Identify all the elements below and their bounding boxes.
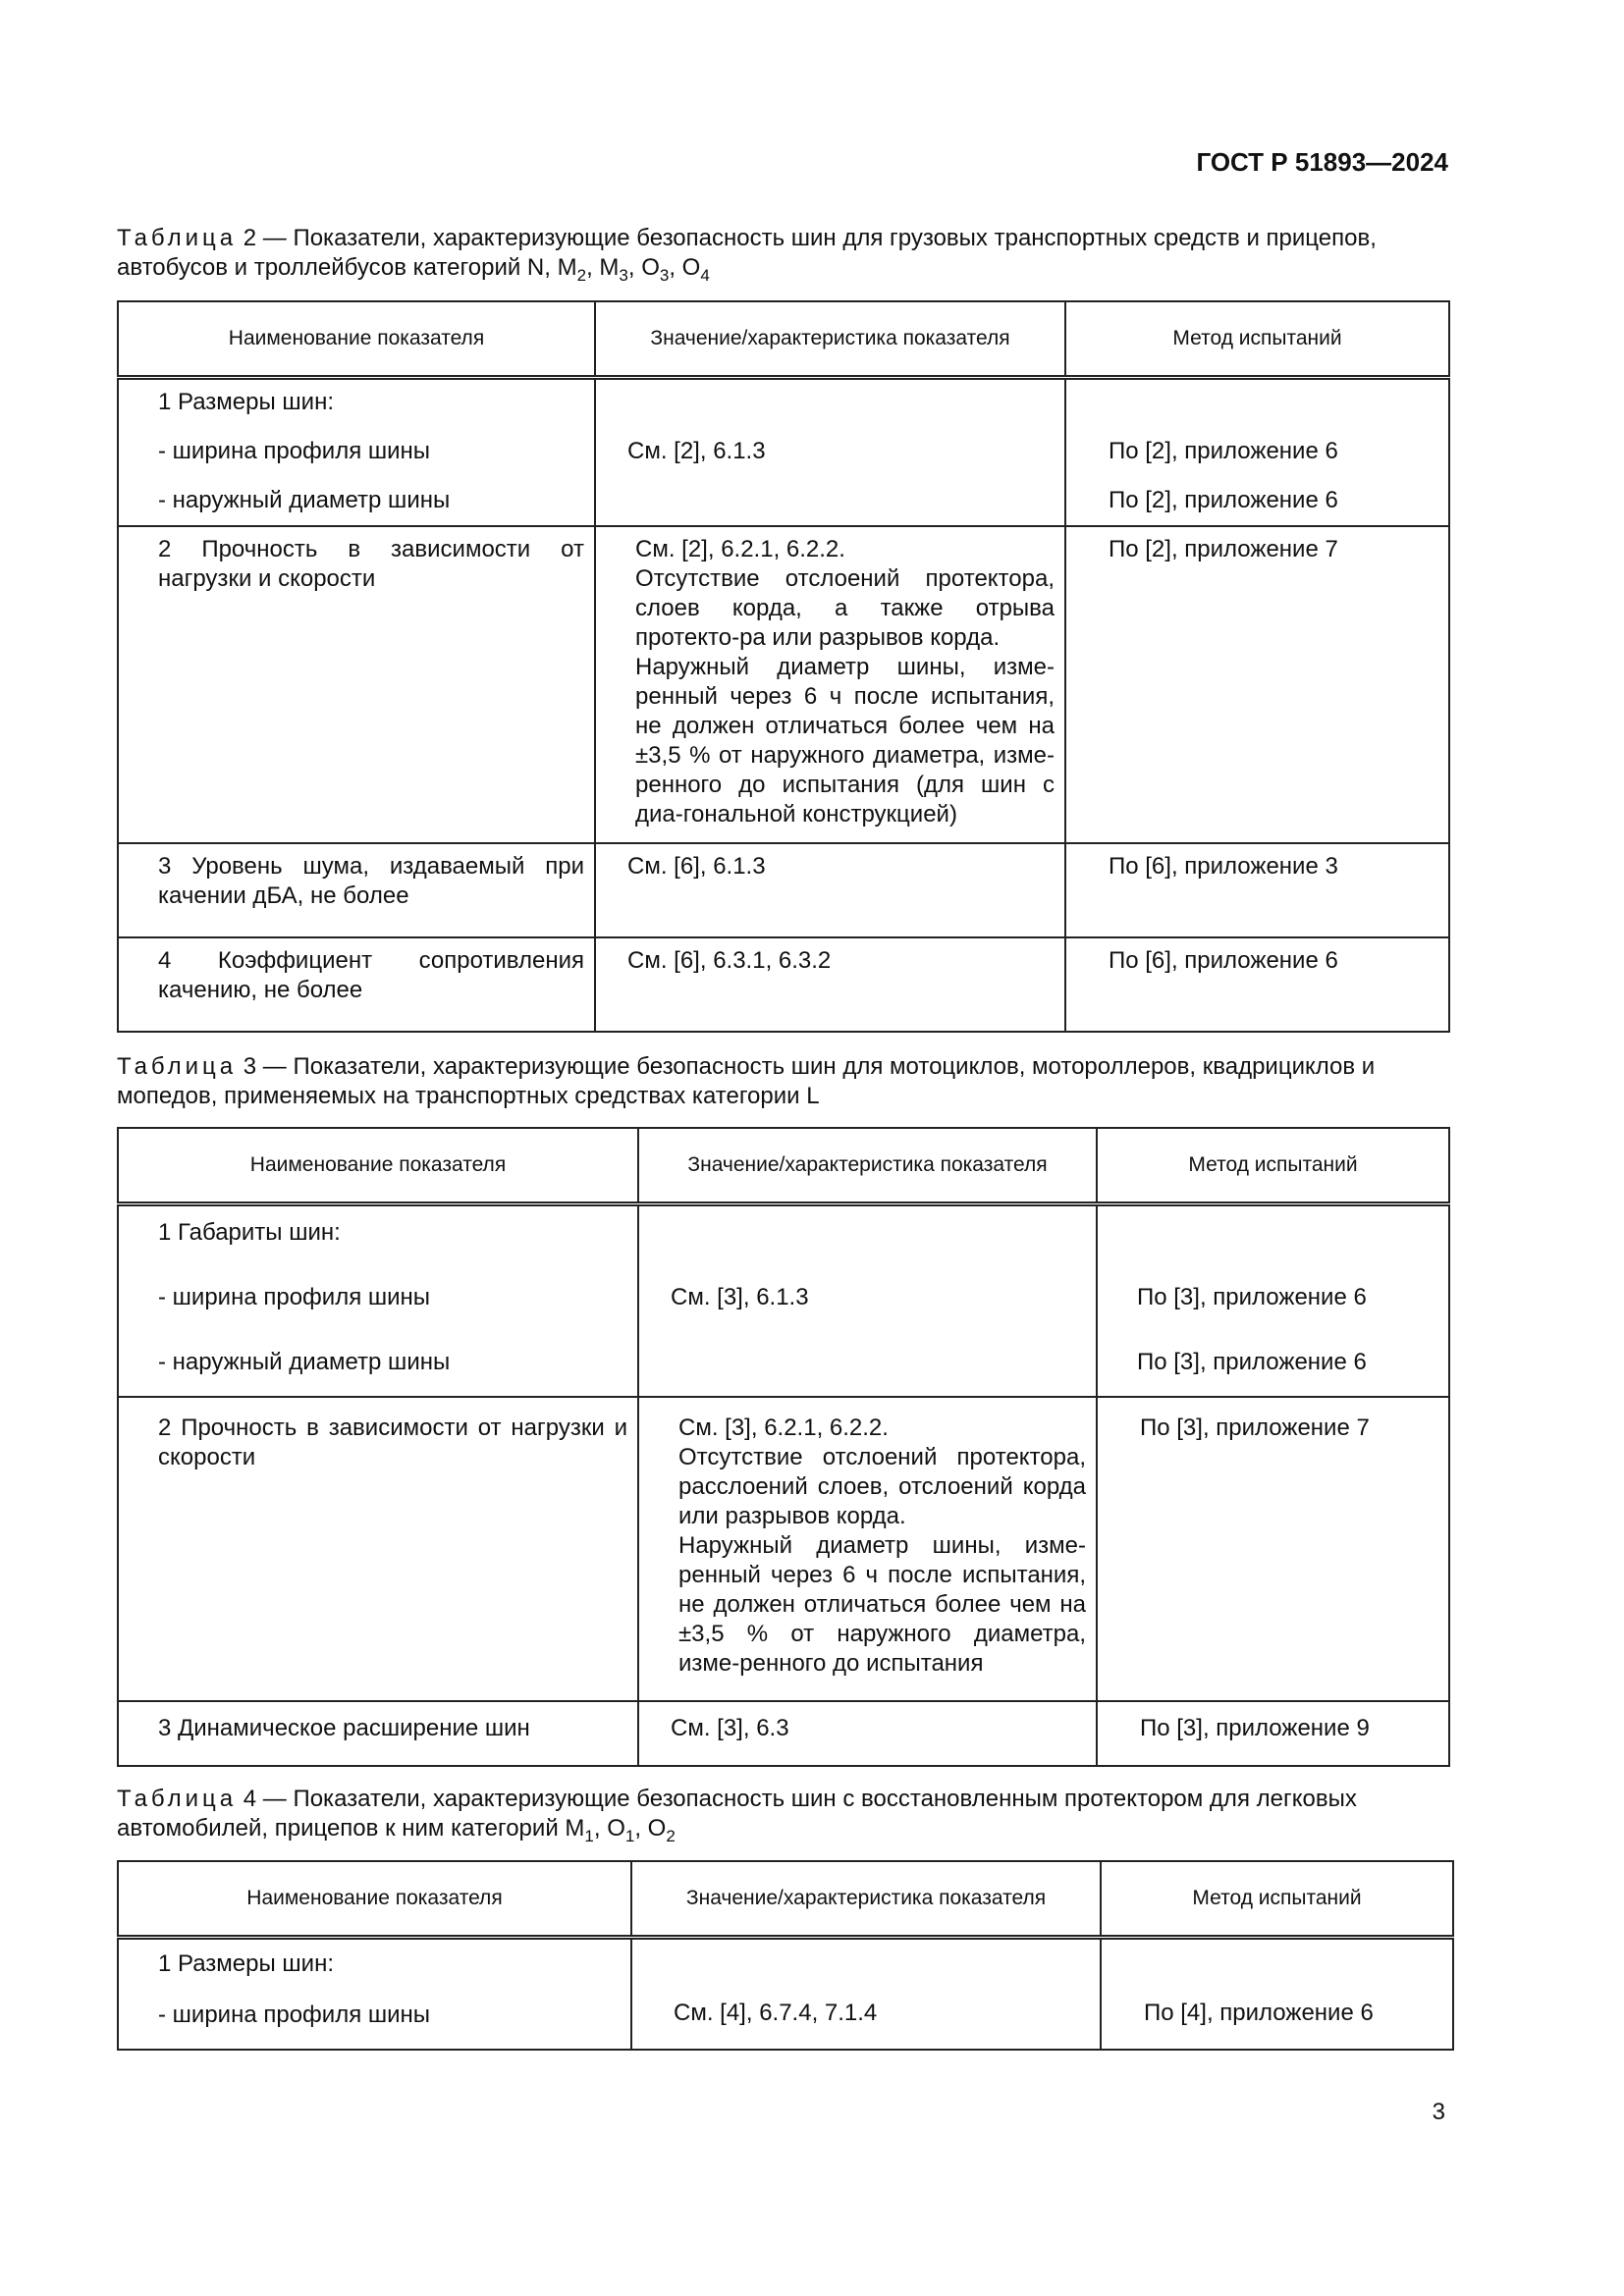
row-method: По [3], приложение 9 xyxy=(1140,1714,1370,1741)
row-method: По [2], приложение 7 xyxy=(1109,536,1338,562)
row-value: См. [6], 6.1.3 xyxy=(627,853,766,880)
table-header-row xyxy=(118,301,1449,378)
table-4 xyxy=(117,1860,1454,2051)
row-value: Отсутствие отслоений протектора, расслоений слоев, отслоений корда или разрывов корда. xyxy=(678,1443,1086,1529)
row-method: По [4], приложение 6 xyxy=(1144,2000,1374,2026)
document-number: ГОСТ Р 51893—2024 xyxy=(1196,147,1448,177)
table-4-caption: Таблица 4 — Показатели, характеризующие безопасность шин с восстановленным протектором для легковых автомобилей, прицепов к ним категорий $M_1$, $O_1$, $O_2$ xyxy=(117,1786,1357,1845)
row-value: См. [6], 6.3.1, 6.3.2 xyxy=(627,947,832,974)
column-header-method: Метод испытаний xyxy=(1065,301,1449,378)
row-name: 1 Размеры шин: xyxy=(158,389,335,415)
table-row xyxy=(118,1701,1449,1766)
row-value: См. [2], 6.2.1, 6.2.2. xyxy=(635,536,845,562)
row-subitem: - ширина профиля шины xyxy=(158,1284,431,1310)
table-2-caption: Таблица 2 — Показатели, характеризующие безопасность шин для грузовых транспортных средств и прицепов, автобусов и троллейбусов категорий N, $M_2$, $M_3$, $O_3$, $O_4$ xyxy=(117,225,1377,285)
column-header-value: Значение/характеристика показателя xyxy=(638,1128,1097,1204)
row-method: По [2], приложение 6 xyxy=(1109,438,1338,464)
table-3-caption: Таблица 3 — Показатели, характеризующие безопасность шин для мотоциклов, мотороллеров, квадрициклов и мопедов, применяемых на транспортных средствах категории L xyxy=(117,1053,1376,1109)
table-header-row xyxy=(118,1861,1453,1938)
column-header-name: Наименование показателя xyxy=(118,301,595,378)
row-name: 3 Уровень шума, издаваемый при качении дБА, не более xyxy=(158,853,584,909)
column-header-method: Метод испытаний xyxy=(1101,1861,1453,1938)
row-value: Отсутствие отслоений протектора, слоев корда, а также отрыва протекто-ра или разрывов корда. xyxy=(635,565,1055,651)
row-method: По [2], приложение 6 xyxy=(1109,487,1338,513)
table-row xyxy=(118,1204,1449,1397)
row-method: По [3], приложение 6 xyxy=(1137,1284,1367,1310)
table-header-row xyxy=(118,1128,1449,1204)
row-method: По [3], приложение 7 xyxy=(1140,1414,1370,1441)
table-label: Таблица xyxy=(117,1786,238,1812)
row-value: См. [2], 6.1.3 xyxy=(627,438,766,464)
row-name: 1 Размеры шин: xyxy=(158,1950,335,1977)
row-subitem: - наружный диаметр шины xyxy=(158,487,451,513)
row-method: По [6], приложение 3 xyxy=(1109,853,1338,880)
row-name: 3 Динамическое расширение шин xyxy=(158,1714,530,1741)
row-subitem: - ширина профиля шины xyxy=(158,438,431,464)
column-header-name: Наименование показателя xyxy=(118,1861,631,1938)
table-row xyxy=(118,1397,1449,1701)
column-header-method: Метод испытаний xyxy=(1097,1128,1449,1204)
column-header-value: Значение/характеристика показателя xyxy=(595,301,1065,378)
table-label: Таблица xyxy=(117,1053,238,1080)
table-row xyxy=(118,843,1449,937)
row-value: См. [3], 6.2.1, 6.2.2. xyxy=(678,1414,889,1441)
row-subitem: - наружный диаметр шины xyxy=(158,1349,451,1375)
table-row xyxy=(118,526,1449,843)
table-3 xyxy=(117,1127,1450,1767)
table-2 xyxy=(117,300,1450,1033)
row-name: 2 Прочность в зависимости от нагрузки и скорости xyxy=(158,536,584,592)
column-header-name: Наименование показателя xyxy=(118,1128,638,1204)
row-method: По [3], приложение 6 xyxy=(1137,1349,1367,1375)
table-row xyxy=(118,1938,1453,2050)
row-value: Наружный диаметр шины, изме-ренный через 6 ч после испытания, не должен отличаться более чем на ±3,5 % от наружного диаметра, изме-ренного до испытания xyxy=(678,1531,1086,1677)
row-value: См. [3], 6.1.3 xyxy=(671,1284,809,1310)
row-value: Наружный диаметр шины, изме-ренный через 6 ч после испытания, не должен отличаться более чем на ±3,5 % от наружного диаметра, изме-ренного до испытания (для шин с диа-гональной конструкцией) xyxy=(635,654,1055,828)
table-row xyxy=(118,378,1449,527)
table-label: Таблица xyxy=(117,225,238,251)
row-value: См. [3], 6.3 xyxy=(671,1714,789,1741)
row-method: По [6], приложение 6 xyxy=(1109,947,1338,974)
table-row xyxy=(118,937,1449,1032)
row-value: См. [4], 6.7.4, 7.1.4 xyxy=(674,2000,878,2026)
row-name: 4 Коэффициент сопротивления качению, не более xyxy=(158,947,584,1003)
page-number: 3 xyxy=(1432,2099,1445,2125)
column-header-value: Значение/характеристика показателя xyxy=(631,1861,1101,1938)
row-name: 2 Прочность в зависимости от нагрузки и скорости xyxy=(158,1414,627,1470)
row-name: 1 Габариты шин: xyxy=(158,1219,341,1246)
row-subitem: - ширина профиля шины xyxy=(158,2002,431,2028)
